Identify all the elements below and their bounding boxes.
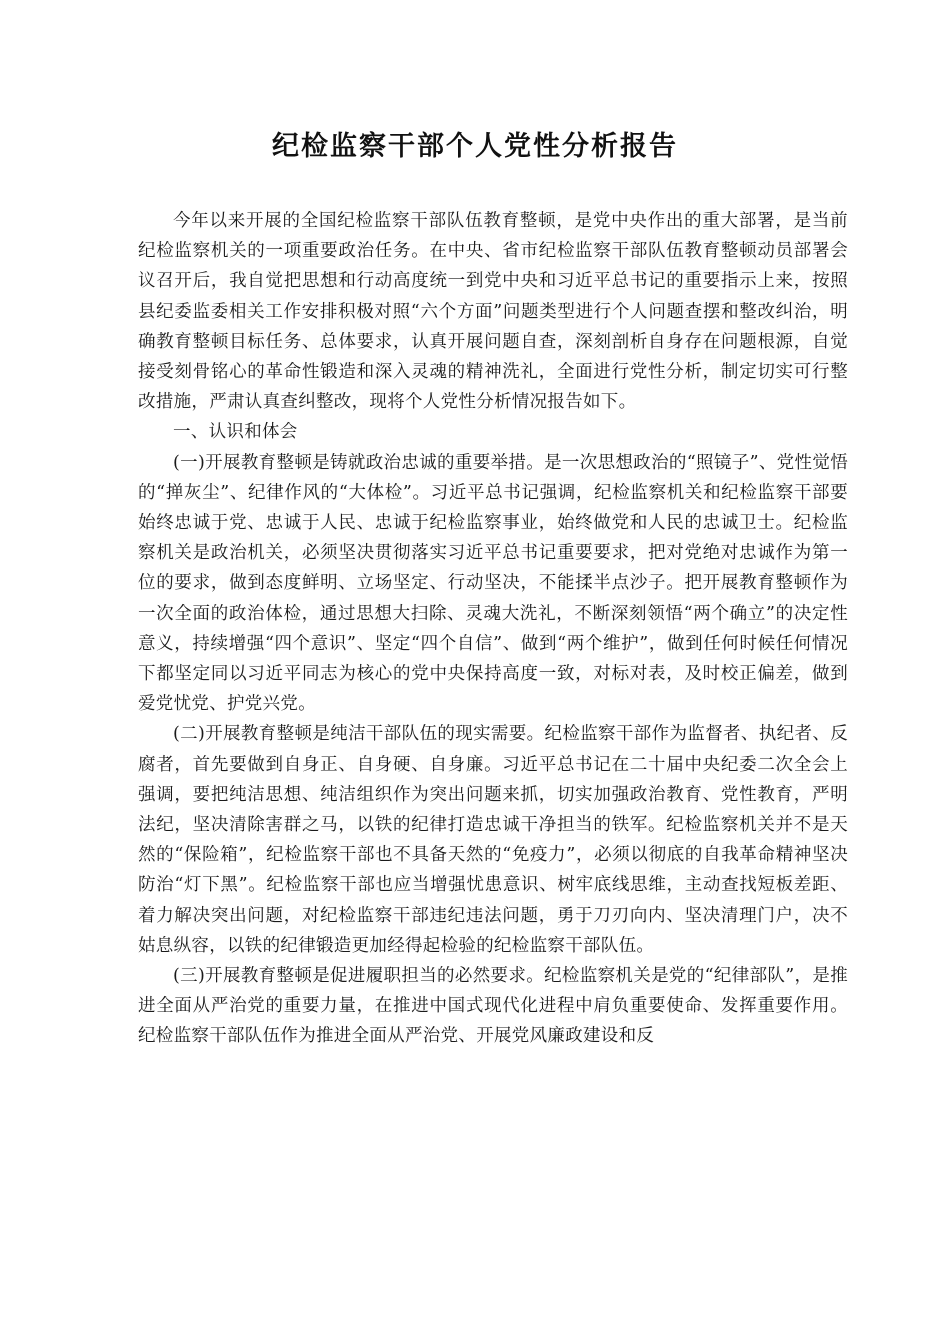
body-paragraph: (二)开展教育整顿是纯洁干部队伍的现实需要。纪检监察干部作为监督者、执纪者、反腐者，首先要做到自身正、自身硬、自身廉。习近平总书记在二十届中央纪委二次全会上强调，要把纯洁思想、纯洁组织作为突出问题来抓，切实加强政治教育、党性教育，严明法纪，坚决清除害群之马，以铁的纪律打造忠诚干净担当的铁军。纪检监察机关并不是天然的“保险箱”，纪检监察干部也不具备天然的“免疫力”，必须以彻底的自我革命精神坚决防治“灯下黑”。纪检监察干部也应当增强忧患意识、树牢底线思维，主动查找短板差距、着力解决突出问题，对纪检监察干部违纪违法问题，勇于刀刃向内、坚决清理门户，决不姑息纵容，以铁的纪律锻造更加经得起检验的纪检监察干部队伍。 (138, 724, 848, 956)
section-heading: 一、认识和体会 (173, 422, 298, 443)
document-body (138, 206, 848, 1052)
document-title: 纪检监察干部个人党性分析报告 (272, 131, 678, 162)
body-paragraph: (一)开展教育整顿是铸就政治忠诚的重要举措。是一次思想政治的“照镜子”、党性觉悟的“掸灰尘”、纪律作风的“大体检”。习近平总书记强调，纪检监察机关和纪检监察干部要始终忠诚于党、忠诚于人民、忠诚于纪检监察事业，始终做党和人民的忠诚卫士。纪检监察机关是政治机关，必须坚决贯彻落实习近平总书记重要要求，把对党绝对忠诚作为第一位的要求，做到态度鲜明、立场坚定、行动坚决，不能揉半点沙子。把开展教育整顿作为一次全面的政治体检，通过思想大扫除、灵魂大洗礼，不断深刻领悟“两个确立”的决定性意义，持续增强“四个意识”、坚定“四个自信”、做到“两个维护”，做到任何时候任何情况下都坚定同以习近平同志为核心的党中央保持高度一致，对标对表，及时校正偏差，做到爱党忧党、护党兴党。 (138, 452, 848, 715)
body-paragraph: (三)开展教育整顿是促进履职担当的必然要求。纪检监察机关是党的“纪律部队”，是推进全面从严治党的重要力量，在推进中国式现代化进程中肩负重要使命、发挥重要作用。纪检监察干部队伍作为推进全面从严治党、开展党风廉政建设和反 (138, 966, 848, 1047)
intro-paragraph: 今年以来开展的全国纪检监察干部队伍教育整顿，是党中央作出的重大部署，是当前纪检监察机关的一项重要政治任务。在中央、省市纪检监察干部队伍教育整顿动员部署会议召开后，我自觉把思想和行动高度统一到党中央和习近平总书记的重要指示上来，按照县纪委监委相关工作安排积极对照“六个方面”问题类型进行个人问题查摆和整改纠治，明确教育整顿目标任务、总体要求，认真开展问题自查，深刻剖析自身存在问题根源，自觉接受刻骨铭心的革命性锻造和深入灵魂的精神洗礼，全面进行党性分析，制定切实可行整改措施，严肃认真查纠整改，现将个人党性分析情况报告如下。 (138, 211, 848, 413)
